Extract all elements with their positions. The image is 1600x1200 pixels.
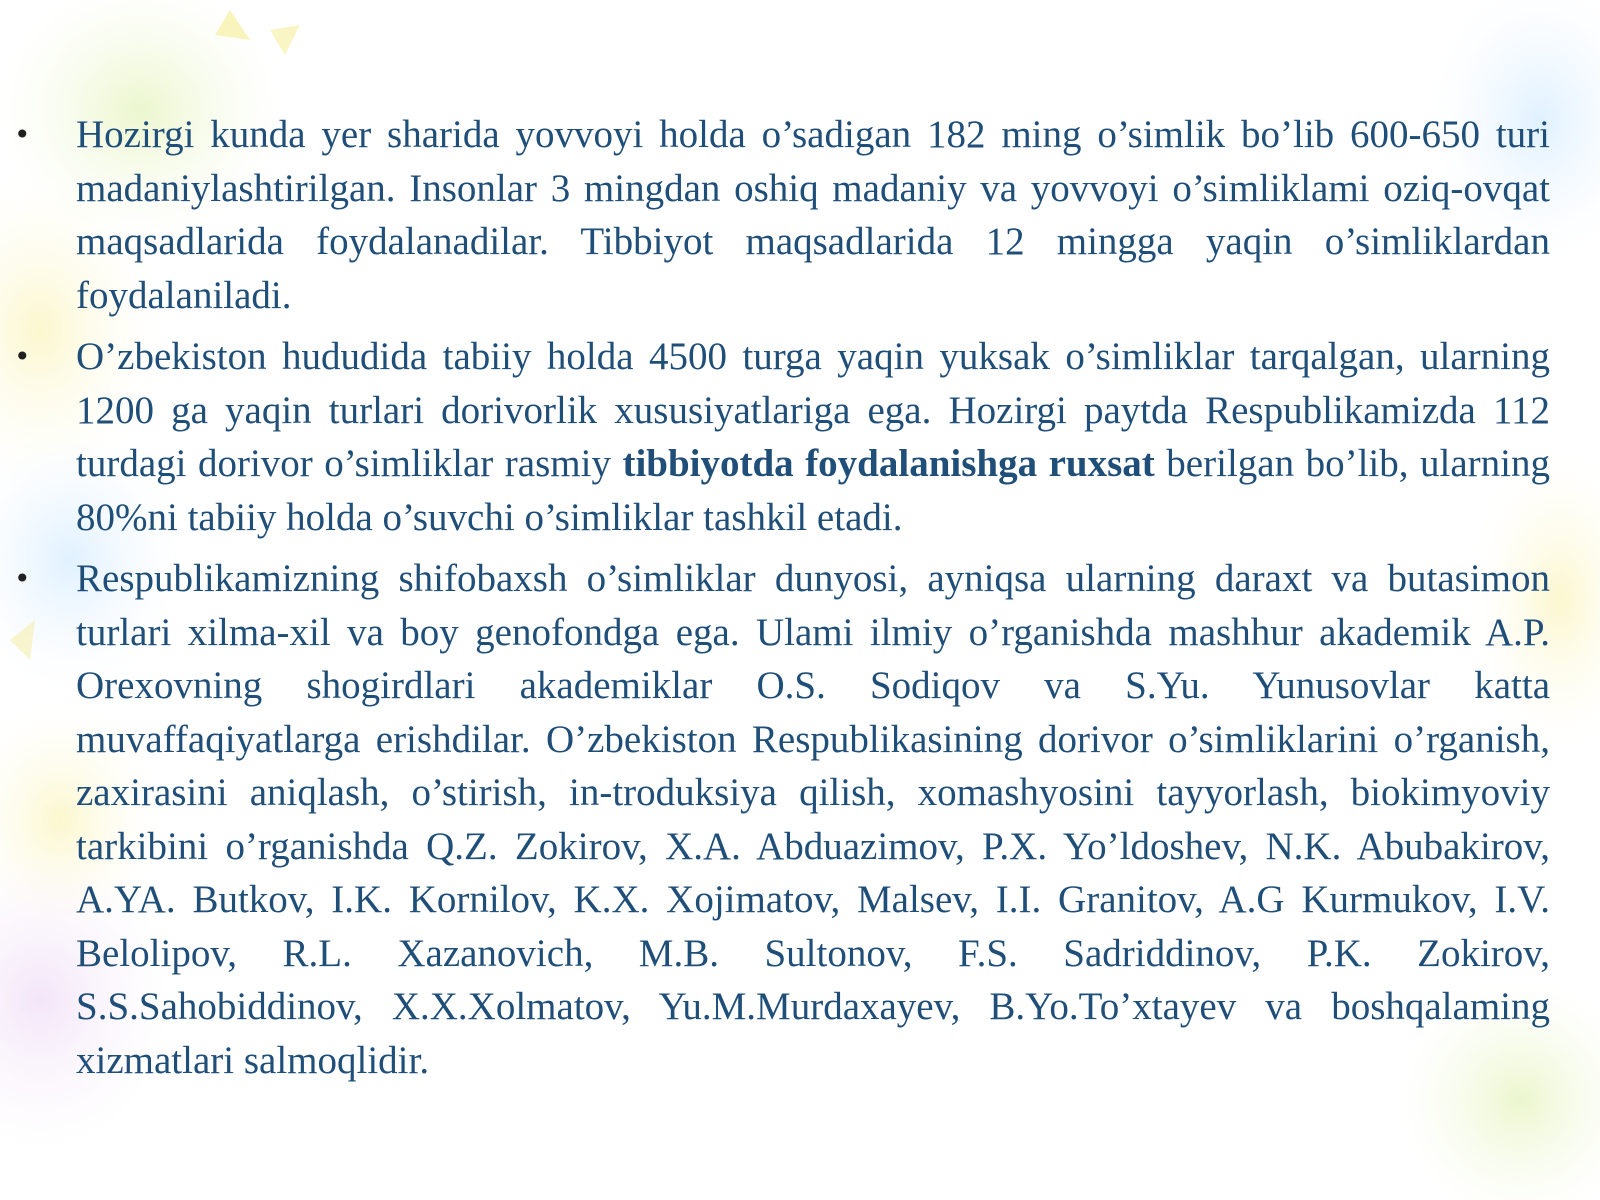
bullet-text-bold: tibbiyotda foydalanishga ruxsat: [622, 442, 1155, 485]
slide-body: [0, 108, 1600, 1095]
bullet-text-after: berilgan bo’lib, ularning 80%ni tabiiy holda o’suvchi o’simliklar tashkil etadi.: [76, 442, 1550, 539]
bullet-marker: •: [14, 340, 31, 373]
bullet-marker: •: [14, 562, 31, 595]
bullet-text-before: O’zbekiston hududida tabiiy holda 4500 turga yaqin yuksak o’simliklar tarqalgan, ularning 1200 ga yaqin turlari dorivorlik xususiyatlariga ega. Hozirgi paytda Respublikamizda 112 turdagi dorivor o’simliklar rasmiy: [76, 335, 1550, 485]
bullet-item-plants-worldwide: [14, 108, 1550, 322]
bullet-item-uzbekistan-plants: [14, 330, 1550, 544]
bullet-item-researchers: [14, 552, 1550, 1087]
bullet-text: Hozirgi kunda yer sharida yovvoyi holda o’sadigan 182 ming o’simlik bo’lib 600-650 turi madaniylashtirilgan. Insonlar 3 mingdan oshiq madaniy va yovvoyi o’simliklami oziq-ovqat maqsadlarida foydalanadilar. Tibbiyot maqsadlarida 12 mingga yaqin o’simliklardan foydalaniladi.: [76, 113, 1550, 317]
bullet-text: Respublikamizning shifobaxsh o’simliklar dunyosi, ayniqsa ularning daraxt va butasimon turlari xilma-xil va boy genofondga ega. Ulami ilmiy o’rganishda mashhur akademik A.P. Orexovning shogirdlari akademiklar O.S. Sodiqov va S.Yu. Yunusovlar katta muvaffaqiyatlarga erishdilar. O’zbekiston Respublikasining dorivor o’simliklarini o’rganish, zaxirasini aniqlash, o’stirish, in-troduksiya qilish, xomashyosini tayyorlash, biokimyoviy tarkibini o’rganishda Q.Z. Zokirov, X.A. Abduazimov, P.X. Yo’ldoshev, N.K. Abubakirov, A.YA. Butkov, I.K. Kornilov, K.X. Xojimatov, Malsev, I.I. Granitov, A.G Kurmukov, I.V. Belolipov, R.L. Xazanovich, M.B. Sultonov, F.S. Sadriddinov, P.K. Zokirov, S.S.Sahobiddinov, X.X.Xolmatov, Yu.M.Murdaxayev, B.Yo.To’xtayev va boshqalaming xizmatlari salmoqlidir.: [76, 557, 1550, 1082]
bullet-marker: •: [14, 118, 31, 151]
